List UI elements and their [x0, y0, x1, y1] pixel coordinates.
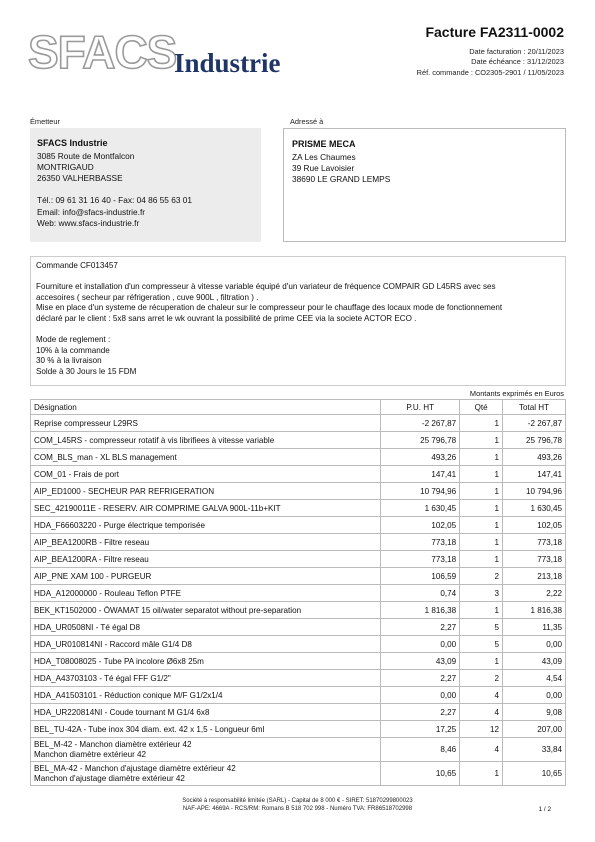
- client-box: [283, 128, 566, 242]
- cell-total: 207,00: [503, 721, 566, 738]
- cell-unit-price: 2,27: [381, 704, 460, 721]
- cell-total: 1 630,45: [503, 500, 566, 517]
- table-row: [31, 551, 566, 568]
- cell-total: 0,00: [503, 687, 566, 704]
- due-date: Date échéance : 31/12/2023: [471, 57, 564, 66]
- client-label: Adressé à: [290, 117, 324, 126]
- cell-total: 9,08: [503, 704, 566, 721]
- cell-quantity: 12: [460, 721, 503, 738]
- cell-quantity: 4: [460, 738, 503, 762]
- designation-line: Manchon diamètre extérieur 42: [34, 749, 147, 759]
- cell-designation: [31, 602, 381, 619]
- designation-line: HDA_UR010814NI - Raccord mâle G1/4 D8: [34, 639, 192, 649]
- designation-line: HDA_A43703103 - Té égal FFF G1/2": [34, 673, 171, 683]
- order-note-line: accesoires ( secheur par réfrigeration , cuve 900L , filtration ) .: [36, 292, 259, 302]
- cell-unit-price: 8,46: [381, 738, 460, 762]
- invoice-items-table: [30, 399, 566, 786]
- cell-designation: [31, 762, 381, 786]
- cell-quantity: 1: [460, 432, 503, 449]
- order-note-line: [36, 272, 560, 283]
- emitter-address-line: 26350 VALHERBASSE: [37, 173, 123, 183]
- designation-line: COM_BLS_man - XL BLS management: [34, 452, 177, 462]
- cell-total: 33,84: [503, 738, 566, 762]
- designation-line: HDA_A12000000 - Rouleau Teflon PTFE: [34, 588, 181, 598]
- cell-quantity: 3: [460, 585, 503, 602]
- cell-designation: [31, 738, 381, 762]
- cell-unit-price: 1 630,45: [381, 500, 460, 517]
- emitter-box: [30, 128, 261, 242]
- cell-quantity: 2: [460, 568, 503, 585]
- cell-total: 493,26: [503, 449, 566, 466]
- cell-designation: [31, 704, 381, 721]
- cell-quantity: 1: [460, 483, 503, 500]
- company-logo: [28, 26, 288, 86]
- cell-total: 147,41: [503, 466, 566, 483]
- cell-quantity: 1: [460, 415, 503, 432]
- currency-note: Montants exprimés en Euros: [469, 389, 564, 398]
- cell-total: 25 796,78: [503, 432, 566, 449]
- col-header-quantity: Qté: [460, 400, 503, 415]
- designation-line: SEC_42190011E - RESERV. AIR COMPRIME GALVA 900L-11b+KIT: [34, 503, 281, 513]
- designation-line: COM_01 - Frais de port: [34, 469, 120, 479]
- cell-unit-price: 1 816,38: [381, 602, 460, 619]
- order-note-line: Fourniture et installation d'un compresseur à vitesse variable équipé d'un variateur de fréquence COMPAIR GD L45RS avec ses: [36, 282, 496, 292]
- table-row: [31, 653, 566, 670]
- cell-designation: [31, 551, 381, 568]
- invoice-date: Date facturation : 20/11/2023: [469, 47, 564, 56]
- client-address-line: 39 Rue Lavoisier: [292, 163, 355, 173]
- cell-unit-price: 25 796,78: [381, 432, 460, 449]
- cell-total: 213,18: [503, 568, 566, 585]
- table-row: [31, 585, 566, 602]
- cell-quantity: 1: [460, 466, 503, 483]
- cell-designation: [31, 449, 381, 466]
- table-row: [31, 432, 566, 449]
- cell-designation: [31, 517, 381, 534]
- table-row: [31, 500, 566, 517]
- cell-designation: [31, 483, 381, 500]
- table-row: [31, 738, 566, 762]
- cell-total: 1 816,38: [503, 602, 566, 619]
- table-row: [31, 636, 566, 653]
- table-row: [31, 619, 566, 636]
- cell-quantity: 1: [460, 551, 503, 568]
- table-row: [31, 602, 566, 619]
- order-note-line: Mise en place d'un systeme de récuperation de chaleur sur le compresseur pour le chauffage des locaux mode de fonctionnement: [36, 303, 503, 313]
- footer-line: Société à responsabilité limitée (SARL) - Capital de 8 000 € - SIRET: 51870299800023: [182, 798, 413, 804]
- designation-line: COM_L45RS - compresseur rotatif à vis librifiees à vitesse variable: [34, 435, 275, 445]
- cell-quantity: 1: [460, 602, 503, 619]
- designation-line: AIP_PNE XAM 100 - PURGEUR: [34, 571, 152, 581]
- emitter-website: Web: www.sfacs-industrie.fr: [37, 218, 140, 228]
- cell-designation: [31, 500, 381, 517]
- table-row: [31, 449, 566, 466]
- cell-designation: [31, 432, 381, 449]
- designation-line: BEL_TU-42A - Tube inox 304 diam. ext. 42 x 1,5 - Longueur 6ml: [34, 724, 265, 734]
- col-header-designation: Désignation: [31, 400, 381, 415]
- order-note-line: Solde à 30 Jours le 15 FDM: [36, 366, 137, 376]
- cell-designation: [31, 721, 381, 738]
- legal-footer: [0, 797, 595, 813]
- table-row: [31, 483, 566, 500]
- order-note-line: Commande CF013457: [36, 261, 118, 270]
- col-header-total: Total HT: [503, 400, 566, 415]
- page-number: 1 / 2: [538, 806, 551, 813]
- cell-total: 4,54: [503, 670, 566, 687]
- cell-unit-price: 10,65: [381, 762, 460, 786]
- cell-total: 773,18: [503, 551, 566, 568]
- cell-quantity: 1: [460, 517, 503, 534]
- designation-line: AIP_BEA1200RB - Filtre reseau: [34, 537, 150, 547]
- cell-unit-price: 0,00: [381, 687, 460, 704]
- table-row: [31, 534, 566, 551]
- designation-line: HDA_UR220814NI - Coude tournant M G1/4 6x8: [34, 707, 210, 717]
- designation-line: Manchon d'ajustage diamètre extérieur 42: [34, 773, 185, 783]
- emitter-name: SFACS Industrie: [37, 138, 108, 148]
- designation-line: BEL_MA-42 - Manchon d'ajustage diamètre extérieur 42: [34, 763, 236, 773]
- cell-total: 11,35: [503, 619, 566, 636]
- cell-quantity: 4: [460, 704, 503, 721]
- cell-unit-price: 2,27: [381, 619, 460, 636]
- cell-designation: [31, 585, 381, 602]
- designation-line: AIP_ED1000 - SECHEUR PAR REFRIGERATION: [34, 486, 215, 496]
- emitter-address-line: 3085 Route de Montfalcon: [37, 151, 135, 161]
- cell-total: 10,65: [503, 762, 566, 786]
- cell-total: 0,00: [503, 636, 566, 653]
- cell-unit-price: 2,27: [381, 670, 460, 687]
- table-row: [31, 466, 566, 483]
- table-header-row: [31, 400, 566, 415]
- cell-total: -2 267,87: [503, 415, 566, 432]
- cell-designation: [31, 687, 381, 704]
- cell-unit-price: 773,18: [381, 534, 460, 551]
- table-row: [31, 517, 566, 534]
- order-note-line: 30 % à la livraison: [36, 356, 102, 366]
- cell-designation: [31, 415, 381, 432]
- cell-unit-price: 147,41: [381, 466, 460, 483]
- cell-quantity: 1: [460, 534, 503, 551]
- table-row: [31, 762, 566, 786]
- emitter-label: Émetteur: [30, 117, 60, 126]
- cell-designation: [31, 670, 381, 687]
- designation-line: HDA_A41503101 - Réduction conique M/F G1/2x1/4: [34, 690, 223, 700]
- cell-quantity: 1: [460, 653, 503, 670]
- invoice-title: Facture FA2311-0002: [425, 24, 564, 40]
- cell-unit-price: 106,59: [381, 568, 460, 585]
- emitter-address-line: MONTRIGAUD: [37, 162, 94, 172]
- cell-total: 773,18: [503, 534, 566, 551]
- cell-quantity: 4: [460, 687, 503, 704]
- cell-unit-price: 0,74: [381, 585, 460, 602]
- order-note: [30, 256, 566, 386]
- table-row: [31, 704, 566, 721]
- cell-quantity: 1: [460, 500, 503, 517]
- table-row: [31, 721, 566, 738]
- cell-quantity: 1: [460, 762, 503, 786]
- cell-unit-price: 0,00: [381, 636, 460, 653]
- order-note-line: 10% à la commande: [36, 345, 110, 355]
- order-reference: Réf. commande : CO2305-2901 / 11/05/2023: [416, 68, 564, 77]
- designation-line: HDA_UR0508NI - Té égal D8: [34, 622, 141, 632]
- cell-unit-price: 773,18: [381, 551, 460, 568]
- client-address-line: 38690 LE GRAND LEMPS: [292, 174, 391, 184]
- designation-line: HDA_T08008025 - Tube PA incolore Ø6x8 25m: [34, 656, 204, 666]
- cell-total: 2,22: [503, 585, 566, 602]
- cell-total: 10 794,96: [503, 483, 566, 500]
- cell-unit-price: -2 267,87: [381, 415, 460, 432]
- cell-designation: [31, 534, 381, 551]
- cell-quantity: 5: [460, 636, 503, 653]
- cell-total: 102,05: [503, 517, 566, 534]
- cell-designation: [31, 653, 381, 670]
- footer-line: NAF-APE: 4669A - RCS/RM: Romans B 518 702 998 - Numéro TVA: FR86518702998: [182, 806, 413, 812]
- designation-line: Reprise compresseur L29RS: [34, 418, 138, 428]
- cell-designation: [31, 568, 381, 585]
- cell-unit-price: 10 794,96: [381, 483, 460, 500]
- emitter-email: Email: info@sfacs-industrie.fr: [37, 207, 146, 217]
- cell-designation: [31, 636, 381, 653]
- client-address-line: ZA Les Chaumes: [292, 152, 356, 162]
- client-name: PRISME MECA: [292, 139, 356, 149]
- order-note-line: [36, 325, 560, 336]
- cell-designation: [31, 619, 381, 636]
- table-row: [31, 687, 566, 704]
- table-row: [31, 415, 566, 432]
- cell-quantity: 5: [460, 619, 503, 636]
- table-row: [31, 568, 566, 585]
- cell-quantity: 1: [460, 449, 503, 466]
- cell-total: 43,09: [503, 653, 566, 670]
- cell-unit-price: 43,09: [381, 653, 460, 670]
- order-note-line: Mode de reglement :: [36, 335, 111, 345]
- emitter-phone: Tél.: 09 61 31 16 40 - Fax: 04 86 55 63 01: [37, 195, 192, 205]
- table-row: [31, 670, 566, 687]
- cell-unit-price: 102,05: [381, 517, 460, 534]
- cell-quantity: 2: [460, 670, 503, 687]
- designation-line: AIP_BEA1200RA - Filtre reseau: [34, 554, 149, 564]
- cell-unit-price: 17,25: [381, 721, 460, 738]
- order-note-line: déclaré par le client : 5x8 sans arret le wk ouvrant la possibilité de prime CEE via la societe ACTOR ECO .: [36, 313, 417, 323]
- cell-unit-price: 493,26: [381, 449, 460, 466]
- logo-brand: SFACS: [28, 26, 177, 78]
- designation-line: BEL_M-42 - Manchon diamètre extérieur 42: [34, 739, 192, 749]
- designation-line: HDA_F66603220 - Purge électrique temporisée: [34, 520, 205, 530]
- cell-designation: [31, 466, 381, 483]
- designation-line: BEK_KT1502000 - ÖWAMAT 15 oil/water separatot without pre-separation: [34, 605, 302, 615]
- logo-suffix: Industrie: [174, 48, 281, 78]
- col-header-unit-price: P.U. HT: [381, 400, 460, 415]
